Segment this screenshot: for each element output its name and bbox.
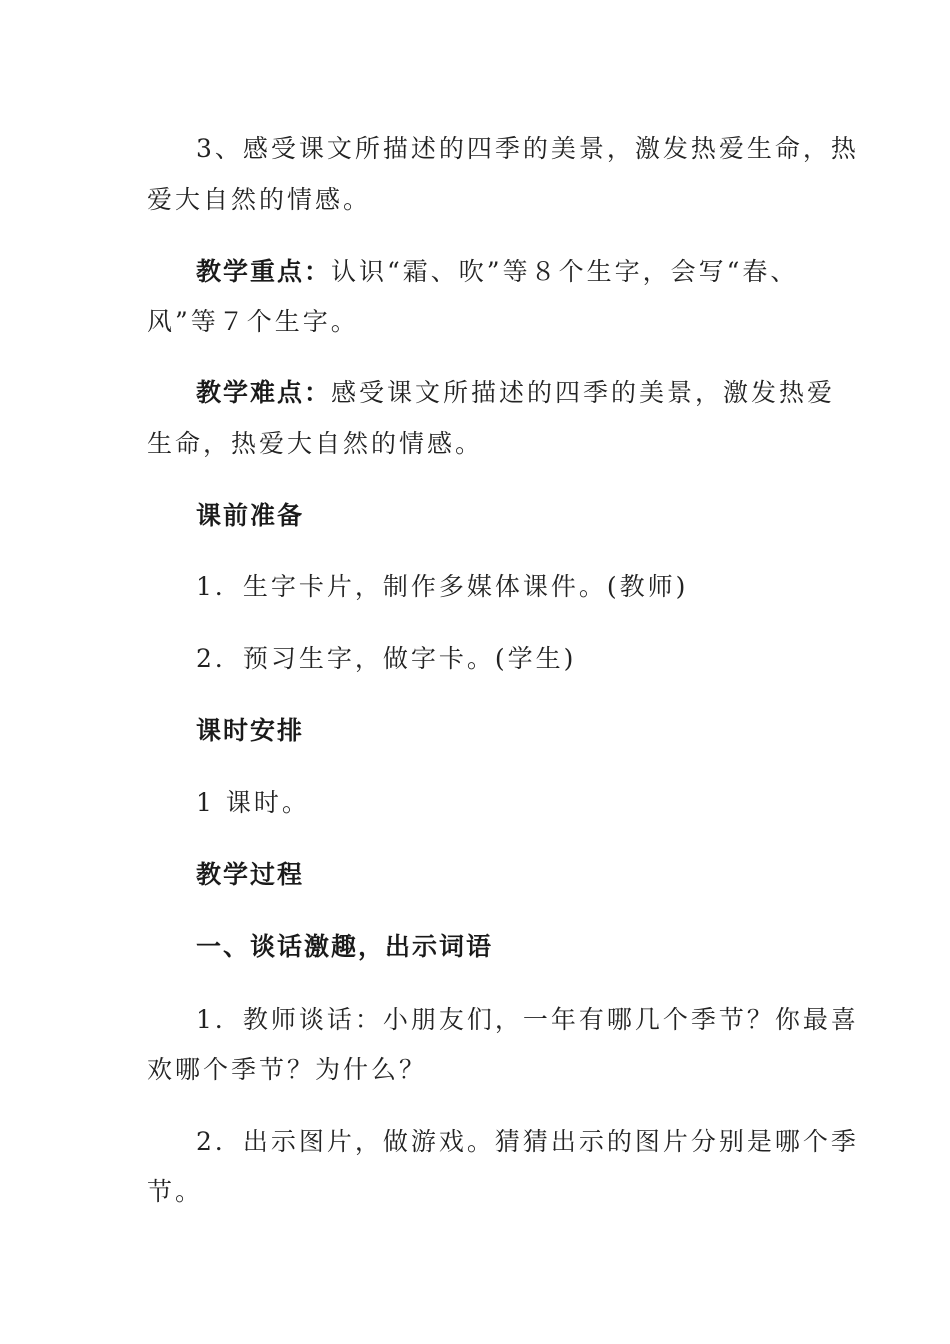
key-points-text: 认识“霜、吹”等８个生字，会写“春、 — [331, 257, 799, 286]
section-1-heading: 一、谈话激趣，出示词语 — [196, 932, 494, 961]
difficult-points-line-1 — [196, 373, 835, 413]
key-points-label: 教学重点： — [196, 257, 332, 286]
preparation-item-1: 1．生字卡片，制作多媒体课件。(教师) — [196, 572, 689, 601]
step-2-line-2: 节。 — [147, 1177, 204, 1206]
schedule-value: 1 课时。 — [196, 788, 310, 817]
goal-3-line-1: 3、感受课文所描述的四季的美景，激发热爱生命，热 — [196, 134, 859, 163]
key-points-line-2: 风”等７个生字。 — [147, 307, 359, 336]
difficult-points-label: 教学难点： — [196, 378, 332, 407]
goal-3-line-2: 爱大自然的情感。 — [147, 185, 372, 214]
step-1-line-2: 欢哪个季节？为什么？ — [147, 1055, 428, 1084]
step-1-line-1: 1．教师谈话：小朋友们，一年有哪几个季节？你最喜 — [196, 1005, 859, 1034]
key-points-line-1 — [196, 252, 798, 292]
step-2-line-1: 2．出示图片，做游戏。猜猜出示的图片分别是哪个季 — [196, 1127, 859, 1156]
process-heading: 教学过程 — [196, 860, 305, 889]
difficult-points-line-2: 生命，热爱大自然的情感。 — [147, 429, 484, 458]
schedule-heading: 课时安排 — [196, 716, 305, 745]
difficult-points-text: 感受课文所描述的四季的美景，激发热爱 — [331, 378, 836, 407]
preparation-item-2: 2．预习生字，做字卡。(学生) — [196, 644, 577, 673]
preparation-heading: 课前准备 — [196, 501, 305, 530]
